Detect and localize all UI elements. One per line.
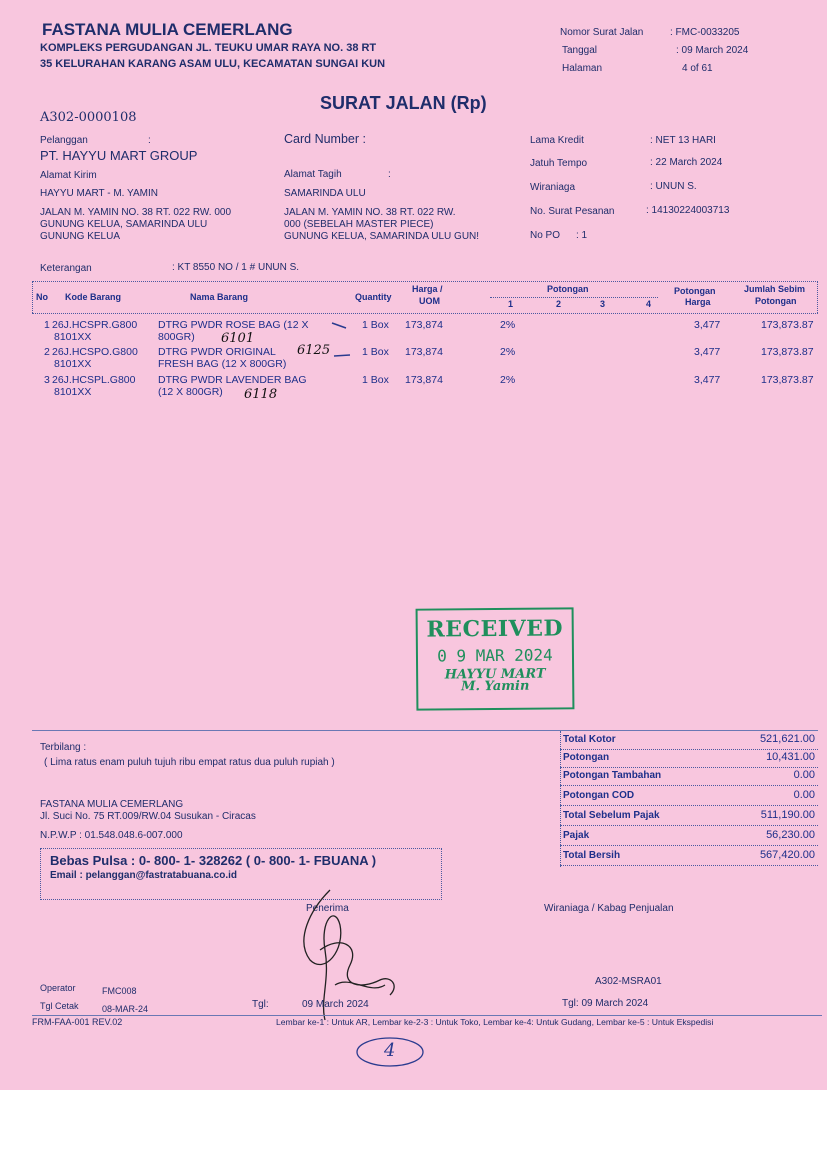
lama-kredit-label: Lama Kredit	[530, 135, 584, 146]
total-label: Potongan COD	[563, 790, 635, 801]
stamp-line-1: HAYYU MART	[444, 666, 546, 683]
col-potongan: Potongan	[547, 284, 589, 294]
row-harga: 173,874	[405, 374, 443, 386]
total-value: 0.00	[793, 769, 815, 781]
alamat-tagih-colon: :	[388, 169, 391, 180]
total-row-kotor	[560, 731, 818, 750]
footer-company-address: Jl. Suci No. 75 RT.009/RW.04 Susukan - Ciracas	[40, 811, 256, 822]
row-nama-line-2: FRESH BAG (12 X 800GR)	[158, 358, 287, 370]
col-harga-line-1: Harga /	[412, 284, 443, 294]
row-potongan-1: 2%	[500, 374, 516, 386]
wiraniaga-value: : UNUN S.	[650, 181, 697, 192]
pelanggan-value: PT. HAYYU MART GROUP	[40, 148, 198, 163]
total-row-pajak	[560, 827, 818, 846]
terbilang-label: Terbilang :	[40, 742, 87, 753]
no-po-value: : 1	[576, 230, 588, 241]
row-harga: 173,874	[405, 319, 443, 331]
alamat-tagih-line-1: JALAN M. YAMIN NO. 38 RT. 022 RW.	[284, 207, 456, 218]
tgl-label: Tgl:	[252, 999, 269, 1010]
total-value: 56,230.00	[766, 829, 815, 841]
operator-value: FMC008	[102, 986, 137, 996]
company-address-line-2: 35 KELURAHAN KARANG ASAM ULU, KECAMATAN SUNGAI KUN	[40, 58, 386, 70]
alamat-kirim-name: HAYYU MART - M. YAMIN	[40, 188, 158, 199]
stamp-date: 0 9 MAR 2024	[437, 645, 553, 666]
document-title: SURAT JALAN (Rp)	[320, 93, 487, 113]
halaman-value: 4 of 61	[682, 63, 713, 74]
tanggal-label: Tanggal	[562, 45, 598, 56]
row-handwritten-note: 6125	[297, 343, 331, 358]
lama-kredit-value: : NET 13 HARI	[650, 135, 716, 146]
total-row-potongan-tambahan	[560, 767, 818, 786]
row-qty: 1 Box	[362, 374, 389, 386]
surat-jalan-value: : FMC-0033205	[670, 27, 740, 38]
col-potongan-2: 2	[556, 299, 562, 309]
handwritten-marks	[330, 318, 360, 398]
row-kode-line-1: 26J.HCSPR.G800	[52, 319, 138, 331]
total-row-potongan-cod	[560, 787, 818, 806]
company-address-line-1: KOMPLEKS PERGUDANGAN JL. TEUKU UMAR RAYA NO. 38 RT	[40, 42, 377, 54]
row-harga: 173,874	[405, 346, 443, 358]
alamat-tagih-label: Alamat Tagih	[284, 169, 342, 180]
total-value: 567,420.00	[759, 849, 815, 861]
alamat-kirim-line-3: GUNUNG KELUA	[40, 231, 121, 242]
row-kode-line-2: 8101XX	[54, 386, 92, 398]
col-no: No	[36, 292, 48, 302]
col-potongan-harga-line-2: Harga	[685, 297, 711, 307]
total-label: Potongan	[563, 752, 610, 763]
col-potongan-1: 1	[508, 299, 514, 309]
surat-jalan-label: Nomor Surat Jalan	[560, 27, 644, 38]
col-harga-line-2: UOM	[419, 296, 440, 306]
alamat-tagih-line-2: 000 (SEBELAH MASTER PIECE)	[284, 219, 434, 230]
document-code: A302-0000108	[40, 110, 137, 125]
bottom-rule	[32, 1015, 822, 1016]
keterangan-label: Keterangan	[40, 263, 92, 274]
tgl-cetak-label: Tgl Cetak	[40, 1001, 79, 1011]
col-potongan-harga-line-1: Potongan	[674, 286, 716, 296]
row-potongan-harga: 3,477	[694, 319, 721, 331]
row-nama-line-1: DTRG PWDR ORIGINAL	[158, 346, 276, 358]
received-stamp	[416, 607, 575, 710]
total-label: Potongan Tambahan	[563, 770, 662, 781]
total-value: 511,190.00	[760, 809, 815, 821]
signature-code: A302-MSRA01	[595, 976, 662, 987]
row-kode-line-2: 8101XX	[54, 358, 92, 370]
row-nama-line-1: DTRG PWDR LAVENDER BAG	[158, 374, 307, 386]
row-no: 1	[44, 319, 50, 331]
pelanggan-colon: :	[148, 135, 151, 146]
no-surat-pesanan-label: No. Surat Pesanan	[530, 206, 615, 217]
no-surat-pesanan-value: : 14130224003713	[646, 205, 730, 216]
total-row-potongan	[560, 749, 818, 768]
row-kode-line-1: 26J.HCSPO.G800	[52, 346, 138, 358]
table-left-rule	[32, 281, 33, 313]
total-label: Total Sebelum Pajak	[563, 810, 660, 821]
row-no: 2	[44, 346, 50, 358]
alamat-kirim-label: Alamat Kirim	[40, 170, 97, 181]
tgl-cetak-value: 08-MAR-24	[102, 1004, 149, 1014]
jatuh-tempo-value: : 22 March 2024	[650, 157, 723, 168]
row-jumlah: 173,873.87	[761, 374, 814, 386]
wiraniaga-label: Wiraniaga	[530, 182, 576, 193]
row-handwritten-note: 6101	[221, 331, 255, 346]
row-no: 3	[44, 374, 50, 386]
total-value: 10,431.00	[766, 751, 815, 763]
tanggal-value: : 09 March 2024	[676, 45, 749, 56]
tgl-right: Tgl: 09 March 2024	[562, 998, 649, 1009]
stamp-title: RECEIVED	[426, 615, 564, 643]
row-jumlah: 173,873.87	[761, 319, 814, 331]
card-number-label: Card Number :	[284, 132, 366, 146]
row-potongan-1: 2%	[500, 346, 516, 358]
lembar-note: Lembar ke-1 : Untuk AR, Lembar ke-2-3 : Untuk Toko, Lembar ke-4: Untuk Gudang, Lembar ke-5 : Untuk Ekspedisi	[276, 1017, 714, 1027]
row-kode-line-2: 8101XX	[54, 331, 92, 343]
col-quantity: Quantity	[355, 292, 392, 302]
penerima-label: Penerima	[306, 903, 349, 914]
total-label: Total Kotor	[563, 734, 616, 745]
wiraniaga-signature-label: Wiraniaga / Kabag Penjualan	[544, 903, 674, 914]
table-top-rule	[32, 281, 818, 282]
operator-label: Operator	[40, 983, 76, 993]
total-value: 521,621.00	[759, 733, 815, 745]
row-nama-line-1: DTRG PWDR ROSE BAG (12 X	[158, 319, 309, 331]
total-label: Pajak	[563, 830, 590, 841]
col-potongan-3: 3	[600, 299, 606, 309]
terbilang-value: ( Lima ratus enam puluh tujuh ribu empat ratus dua puluh rupiah )	[44, 757, 335, 768]
total-row-bersih	[560, 847, 818, 866]
footer-company-name: FASTANA MULIA CEMERLANG	[40, 799, 184, 810]
row-qty: 1 Box	[362, 319, 389, 331]
footer-email: Email : pelanggan@fastratabuana.co.id	[50, 870, 238, 881]
footer-npwp: N.P.W.P : 01.548.048.6-007.000	[40, 830, 183, 841]
col-nama-barang: Nama Barang	[190, 292, 249, 302]
stamp-line-2: M. Yamin	[461, 678, 530, 695]
total-value: 0.00	[793, 789, 815, 801]
halaman-label: Halaman	[562, 63, 603, 74]
bebas-pulsa: Bebas Pulsa : 0- 800- 1- 328262 ( 0- 800- 1- FBUANA )	[50, 853, 377, 868]
row-kode-line-1: 26J.HCSPL.G800	[52, 374, 136, 386]
col-jumlah-line-1: Jumlah Sebim	[744, 284, 806, 294]
row-handwritten-note: 6118	[244, 387, 278, 402]
row-potongan-harga: 3,477	[694, 346, 721, 358]
row-nama-line-2: (12 X 800GR)	[158, 386, 223, 398]
alamat-tagih-line-3: GUNUNG KELUA, SAMARINDA ULU GUN!	[284, 231, 480, 242]
total-row-sebelum-pajak	[560, 807, 818, 826]
company-name: FASTANA MULIA CEMERLANG	[42, 20, 293, 39]
handwritten-number-text: 4	[384, 1040, 396, 1061]
row-nama-line-2: 800GR)	[158, 331, 195, 343]
col-kode-barang: Kode Barang	[65, 292, 122, 302]
table-right-rule	[817, 281, 818, 313]
table-header-rule	[32, 313, 818, 314]
row-qty: 1 Box	[362, 346, 389, 358]
tgl-value: 09 March 2024	[302, 999, 369, 1010]
row-jumlah: 173,873.87	[761, 346, 814, 358]
col-potongan-4: 4	[646, 299, 652, 309]
row-potongan-1: 2%	[500, 319, 516, 331]
jatuh-tempo-label: Jatuh Tempo	[530, 158, 588, 169]
alamat-kirim-line-1: JALAN M. YAMIN NO. 38 RT. 022 RW. 000	[40, 207, 232, 218]
keterangan-value: : KT 8550 NO / 1 # UNUN S.	[172, 262, 300, 273]
alamat-kirim-line-2: GUNUNG KELUA, SAMARINDA ULU	[40, 219, 208, 230]
pelanggan-label: Pelanggan	[40, 135, 88, 146]
form-code: FRM-FAA-001 REV.02	[32, 1017, 123, 1027]
col-jumlah-line-2: Potongan	[755, 296, 797, 306]
no-po-label: No PO	[530, 230, 561, 241]
alamat-tagih-name: SAMARINDA ULU	[284, 188, 366, 199]
total-label: Total Bersih	[563, 850, 621, 861]
row-potongan-harga: 3,477	[694, 374, 721, 386]
potongan-subrule	[490, 297, 658, 298]
